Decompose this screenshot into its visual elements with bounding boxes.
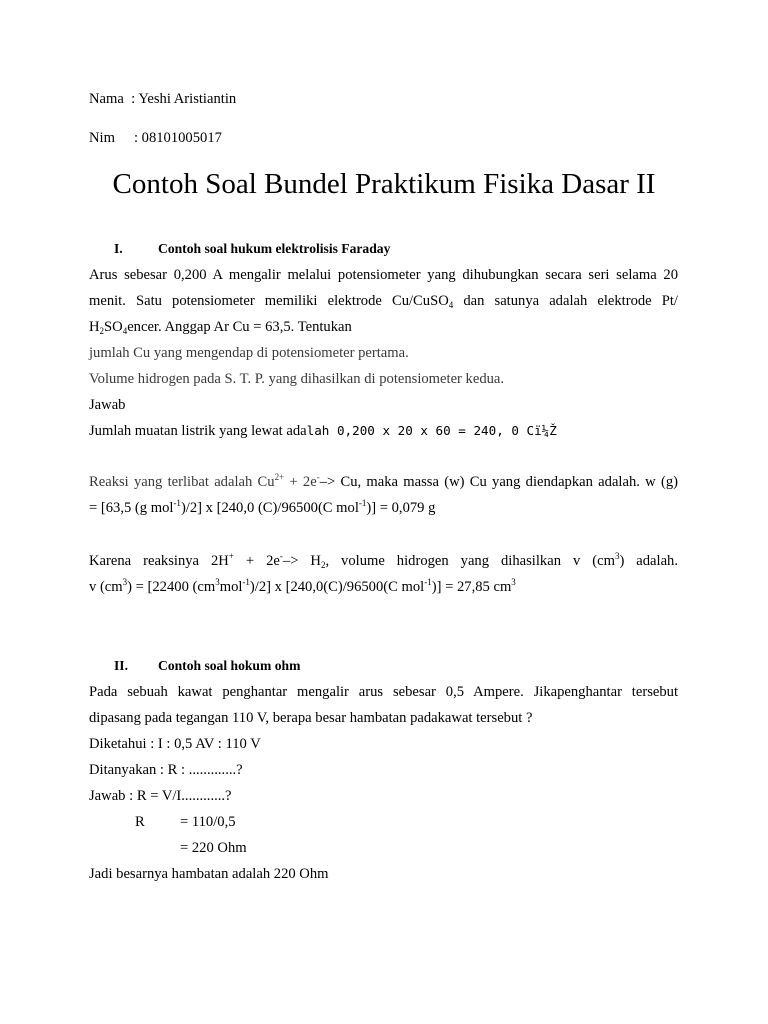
- page-title: Contoh Soal Bundel Praktikum Fisika Dasar II: [112, 168, 656, 200]
- s1-paragraph-line-2: menit. Satu potensiometer memiliki elektrode Cu/CuSO$_4$ dan satunya adalah elektrode Pt/: [89, 293, 678, 310]
- s1-question-1: jumlah Cu yang mengendap di potensiometer pertama.: [89, 345, 409, 361]
- s2-diketahui: Diketahui : I : 0,5 AV : 110 V: [89, 736, 261, 752]
- name-value: : Yeshi Aristiantin: [131, 91, 237, 107]
- section-1-number: I.: [114, 241, 123, 256]
- s2-jawab: Jawab : R = V/I............?: [89, 788, 232, 804]
- section-2-number: II.: [114, 658, 128, 673]
- s2-conclusion: Jadi besarnya hambatan adalah 220 Ohm: [89, 866, 329, 882]
- s2-paragraph-line-1: Pada sebuah kawat penghantar mengalir arus sebesar 0,5 Ampere. Jikapenghantar tersebut: [89, 684, 678, 700]
- s2-r-step-1: = 110/0,5: [180, 814, 236, 830]
- name-label: Nama: [89, 91, 124, 107]
- s1-paragraph-line-1: Arus sebesar 0,200 A mengalir melalui potensiometer yang dihubungkan secara seri selama 20: [89, 267, 678, 283]
- section-1-heading: Contoh soal hukum elektrolisis Faraday: [158, 241, 391, 256]
- s2-r-label: R: [135, 814, 145, 830]
- s1-jawab: Jawab: [89, 397, 126, 413]
- s2-paragraph-line-2: dipasang pada tegangan 110 V, berapa besar hambatan padakawat tersebut ?: [89, 710, 533, 726]
- s1-paragraph-line-3: $H_2SO_4encer$. Anggap Ar Cu = 63,5. Tentukan: [89, 319, 352, 336]
- s2-r-step-2: = 220 Ohm: [180, 840, 247, 856]
- s1-volume-line: v $(cm^3) = [22400$ $(cm^3mol^{-1})/2$] x [240,0(C)/96500(C mol$^{-1}$)] = 27,85 $cm^3$: [89, 577, 516, 595]
- nim-label: Nim: [89, 130, 115, 146]
- s2-ditanyakan: Ditanyakan : R : .............?: [89, 762, 243, 778]
- name-line: [89, 90, 236, 108]
- nim-line: [89, 129, 222, 147]
- s1-charge-line: Jumlah muatan listrik yang lewat adalah 0,200 x 20 x 60 = 240, 0 Cï¼Ž: [89, 423, 557, 439]
- section-2-heading: Contoh soal hokum ohm: [158, 658, 301, 673]
- s1-question-2: Volume hidrogen pada S. T. P. yang dihasilkan di potensiometer kedua.: [89, 371, 505, 387]
- s1-mass-line: = [63,5 (g mol$^{-1}$)/2] x [240,0 (C)/96500(C mol$^{-1}$)] = 0,079 g: [89, 498, 436, 516]
- nim-value: : 08101005017: [133, 130, 222, 146]
- s1-hydrogen-line: Karena reaksinya $2H^+ + 2e^--> H_2$, volume hidrogen yang dihasilkan v $(cm^3)$ adalah.: [89, 551, 679, 570]
- s1-reaction-line: Reaksi yang terlibat adalah $Cu^{2+} + 2e^--> Cu$, maka massa (w) Cu yang diendapkan adalah. w (g): [89, 472, 678, 490]
